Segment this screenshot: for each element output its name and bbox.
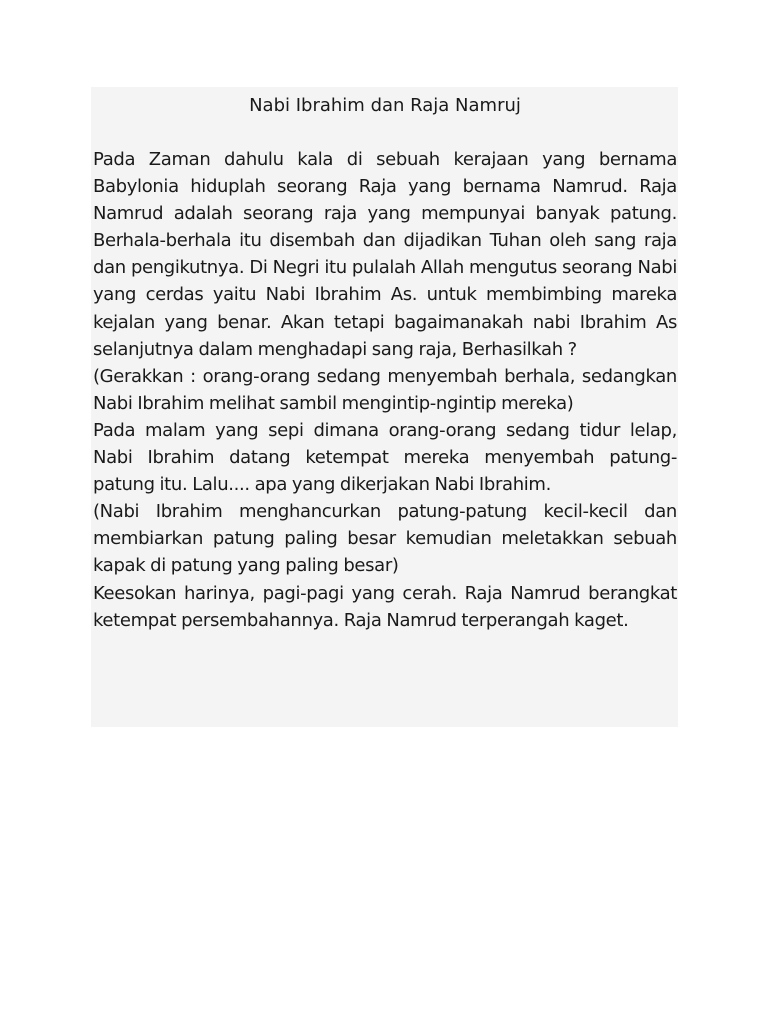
story-text-block <box>91 87 678 727</box>
paragraph-stage-direction-1: (Gerakkan : orang-orang sedang menyembah berhala, sedangkan Nabi Ibrahim melihat sambil mengintip-ngintip mereka) <box>93 365 677 414</box>
story-title: Nabi Ibrahim dan Raja Namruj <box>249 95 521 116</box>
paragraph-intro: Pada Zaman dahulu kala di sebuah kerajaan yang bernama Babylonia hiduplah seorang Raja yang bernama Namrud. Raja Namrud adalah seorang raja yang mempunyai banyak patung. Berhala-berhala itu disembah dan dijadikan Tuhan oleh sang raja dan pengikutnya. Di Negri itu pulalah Allah mengutus seorang Nabi yang cerdas yaitu Nabi Ibrahim As. untuk membimbing mareka kejalan yang benar. Akan tetapi bagaimanakah nabi Ibrahim As selanjutnya dalam menghadapi sang raja, Berhasilkah ? <box>93 149 677 360</box>
paragraph-night: Pada malam yang sepi dimana orang-orang sedang tidur lelap, Nabi Ibrahim datang ketempat mereka menyembah patung-patung itu. Lalu.... apa yang dikerjakan Nabi Ibrahim. <box>93 419 677 496</box>
paragraph-next-day: Keesokan harinya, pagi-pagi yang cerah. Raja Namrud berangkat ketempat persembahannya. Raja Namrud terperangah kaget. <box>93 582 677 631</box>
story-body <box>93 146 677 634</box>
paragraph-stage-direction-2: (Nabi Ibrahim menghancurkan patung-patung kecil-kecil dan membiarkan patung paling besar kemudian meletakkan sebuah kapak di patung yang paling besar) <box>93 501 677 577</box>
